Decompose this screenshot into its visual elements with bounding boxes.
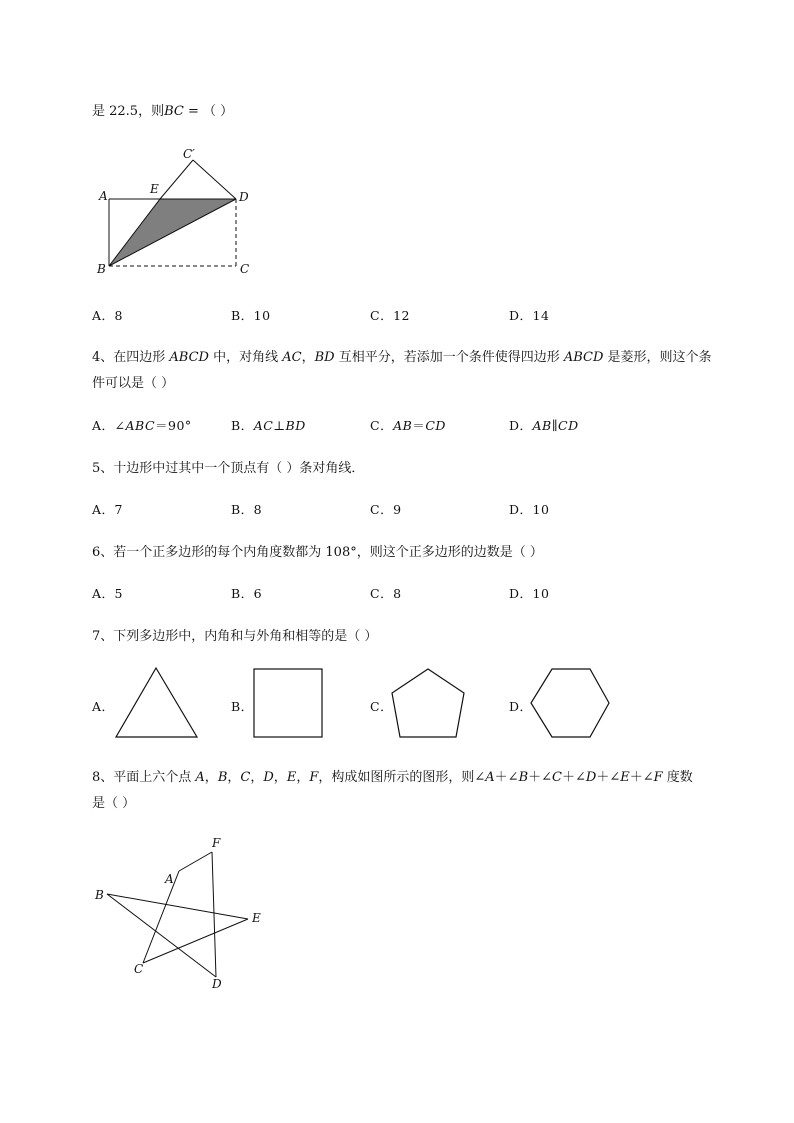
- text-run: ＋∠: [561, 770, 586, 785]
- text-run: D．: [509, 418, 533, 433]
- q3-label-B: B: [97, 262, 106, 276]
- q3-label-D: D: [239, 190, 249, 204]
- q7-option-c-label[interactable]: C．: [370, 699, 394, 714]
- q8-label-D: D: [212, 977, 222, 991]
- math-variable: E: [286, 770, 297, 785]
- q3-label-A: A: [99, 189, 108, 203]
- q3-option-c[interactable]: C．12: [370, 308, 410, 323]
- text-run: 8、平面上六个点: [92, 770, 196, 785]
- text-run: A．∠: [92, 418, 126, 433]
- q8-label-B: B: [95, 888, 104, 902]
- text-run: 互相平分，若添加一个条件使得四边形: [334, 350, 564, 365]
- text-run: C．: [370, 418, 394, 433]
- math-variable: D: [585, 770, 597, 785]
- q8-segment-FD: [212, 852, 216, 977]
- text-run: ＋∠: [596, 770, 621, 785]
- text-run: 度数: [662, 770, 693, 785]
- math-variable: B: [217, 770, 228, 785]
- q8-segment-EB: [107, 894, 248, 919]
- math-variable: BD: [285, 418, 306, 433]
- math-variable: BD: [314, 350, 335, 365]
- q3-option-a[interactable]: A．8: [92, 308, 123, 323]
- q6-option-a[interactable]: A．5: [92, 586, 123, 601]
- q7-option-a-label[interactable]: A．: [92, 699, 115, 714]
- q3-cont-suffix: = （ ）: [183, 104, 234, 119]
- q8-label-A: A: [165, 872, 174, 886]
- math-variable: C: [552, 770, 562, 785]
- math-variable: CD: [425, 418, 446, 433]
- text-run: ，: [273, 770, 287, 785]
- q8-segment-CE: [143, 919, 248, 963]
- math-variable: AC: [253, 418, 274, 433]
- text-run: 是菱形，则这个条: [603, 350, 712, 365]
- math-variable: ABCD: [563, 350, 604, 365]
- text-run: ∥: [551, 418, 559, 433]
- q5-option-c[interactable]: C．9: [370, 502, 402, 517]
- text-run: ＋∠: [629, 770, 654, 785]
- q7-option-d-label[interactable]: D．: [509, 699, 533, 714]
- q8-segment-BD: [107, 894, 216, 977]
- q5-option-a[interactable]: A．7: [92, 502, 123, 517]
- math-variable: AC: [282, 350, 302, 365]
- q8-label-E: E: [252, 911, 261, 925]
- q8-label-C: C: [134, 962, 144, 976]
- q5-stem: 5、十边形中过其中一个顶点有（ ）条对角线．: [92, 461, 365, 476]
- q3-option-b[interactable]: B．10: [231, 308, 271, 323]
- q5-option-b[interactable]: B．8: [231, 502, 263, 517]
- math-variable: AB: [393, 418, 413, 433]
- q5-option-d[interactable]: D．10: [509, 502, 550, 517]
- q8-stem-line2: 是（ ）: [92, 796, 136, 811]
- math-variable: E: [620, 770, 630, 785]
- text-run: ＝: [412, 418, 426, 433]
- q3-option-d[interactable]: D．14: [509, 308, 550, 323]
- math-variable: A: [485, 770, 495, 785]
- text-run: ，: [296, 770, 310, 785]
- text-run: ，构成如图所示的图形，则∠: [318, 770, 486, 785]
- math-variable: ABC: [125, 418, 156, 433]
- text-run: 中，对角线: [208, 350, 283, 365]
- math-variable: A: [195, 770, 205, 785]
- text-run: ＝90°: [155, 418, 192, 433]
- math-variable: C: [240, 770, 251, 785]
- q6-option-c[interactable]: C．8: [370, 586, 402, 601]
- math-variable: F: [653, 770, 663, 785]
- q3-label-E: E: [150, 182, 159, 196]
- text-run: ＋∠: [494, 770, 519, 785]
- text-run: ＋∠: [528, 770, 553, 785]
- text-run: ，: [301, 350, 315, 365]
- q6-stem: 6、若一个正多边形的每个内角度数都为 108°，则这个正多边形的边数是（ ）: [92, 545, 543, 560]
- text-run: ，: [204, 770, 218, 785]
- math-variable: AB: [532, 418, 552, 433]
- math-variable: F: [309, 770, 319, 785]
- math-variable: B: [518, 770, 529, 785]
- q4-stem-line2: 件可以是（ ）: [92, 376, 175, 391]
- text-run: ，: [250, 770, 264, 785]
- q7-option-b-label[interactable]: B．: [231, 699, 254, 714]
- q6-option-b[interactable]: B．6: [231, 586, 263, 601]
- q8-segment-AF: [179, 852, 212, 871]
- q3-cont-prefix: 是 22.5，则: [92, 104, 165, 119]
- q3-label-C-prime: C′: [183, 147, 195, 161]
- text-run: 4、在四边形: [92, 350, 170, 365]
- math-variable: CD: [558, 418, 579, 433]
- math-variable: ABCD: [169, 350, 209, 365]
- q8-label-F: F: [212, 836, 221, 850]
- text-run: ，: [227, 770, 241, 785]
- text-run: B．: [231, 418, 254, 433]
- math-variable: D: [263, 770, 274, 785]
- q6-option-d[interactable]: D．10: [509, 586, 550, 601]
- q3-cont-var: BC: [164, 104, 184, 119]
- q3-label-C: C: [240, 262, 250, 276]
- text-run: ⊥: [273, 418, 286, 433]
- q7-stem: 7、下列多边形中，内角和与外角和相等的是（ ）: [92, 629, 378, 644]
